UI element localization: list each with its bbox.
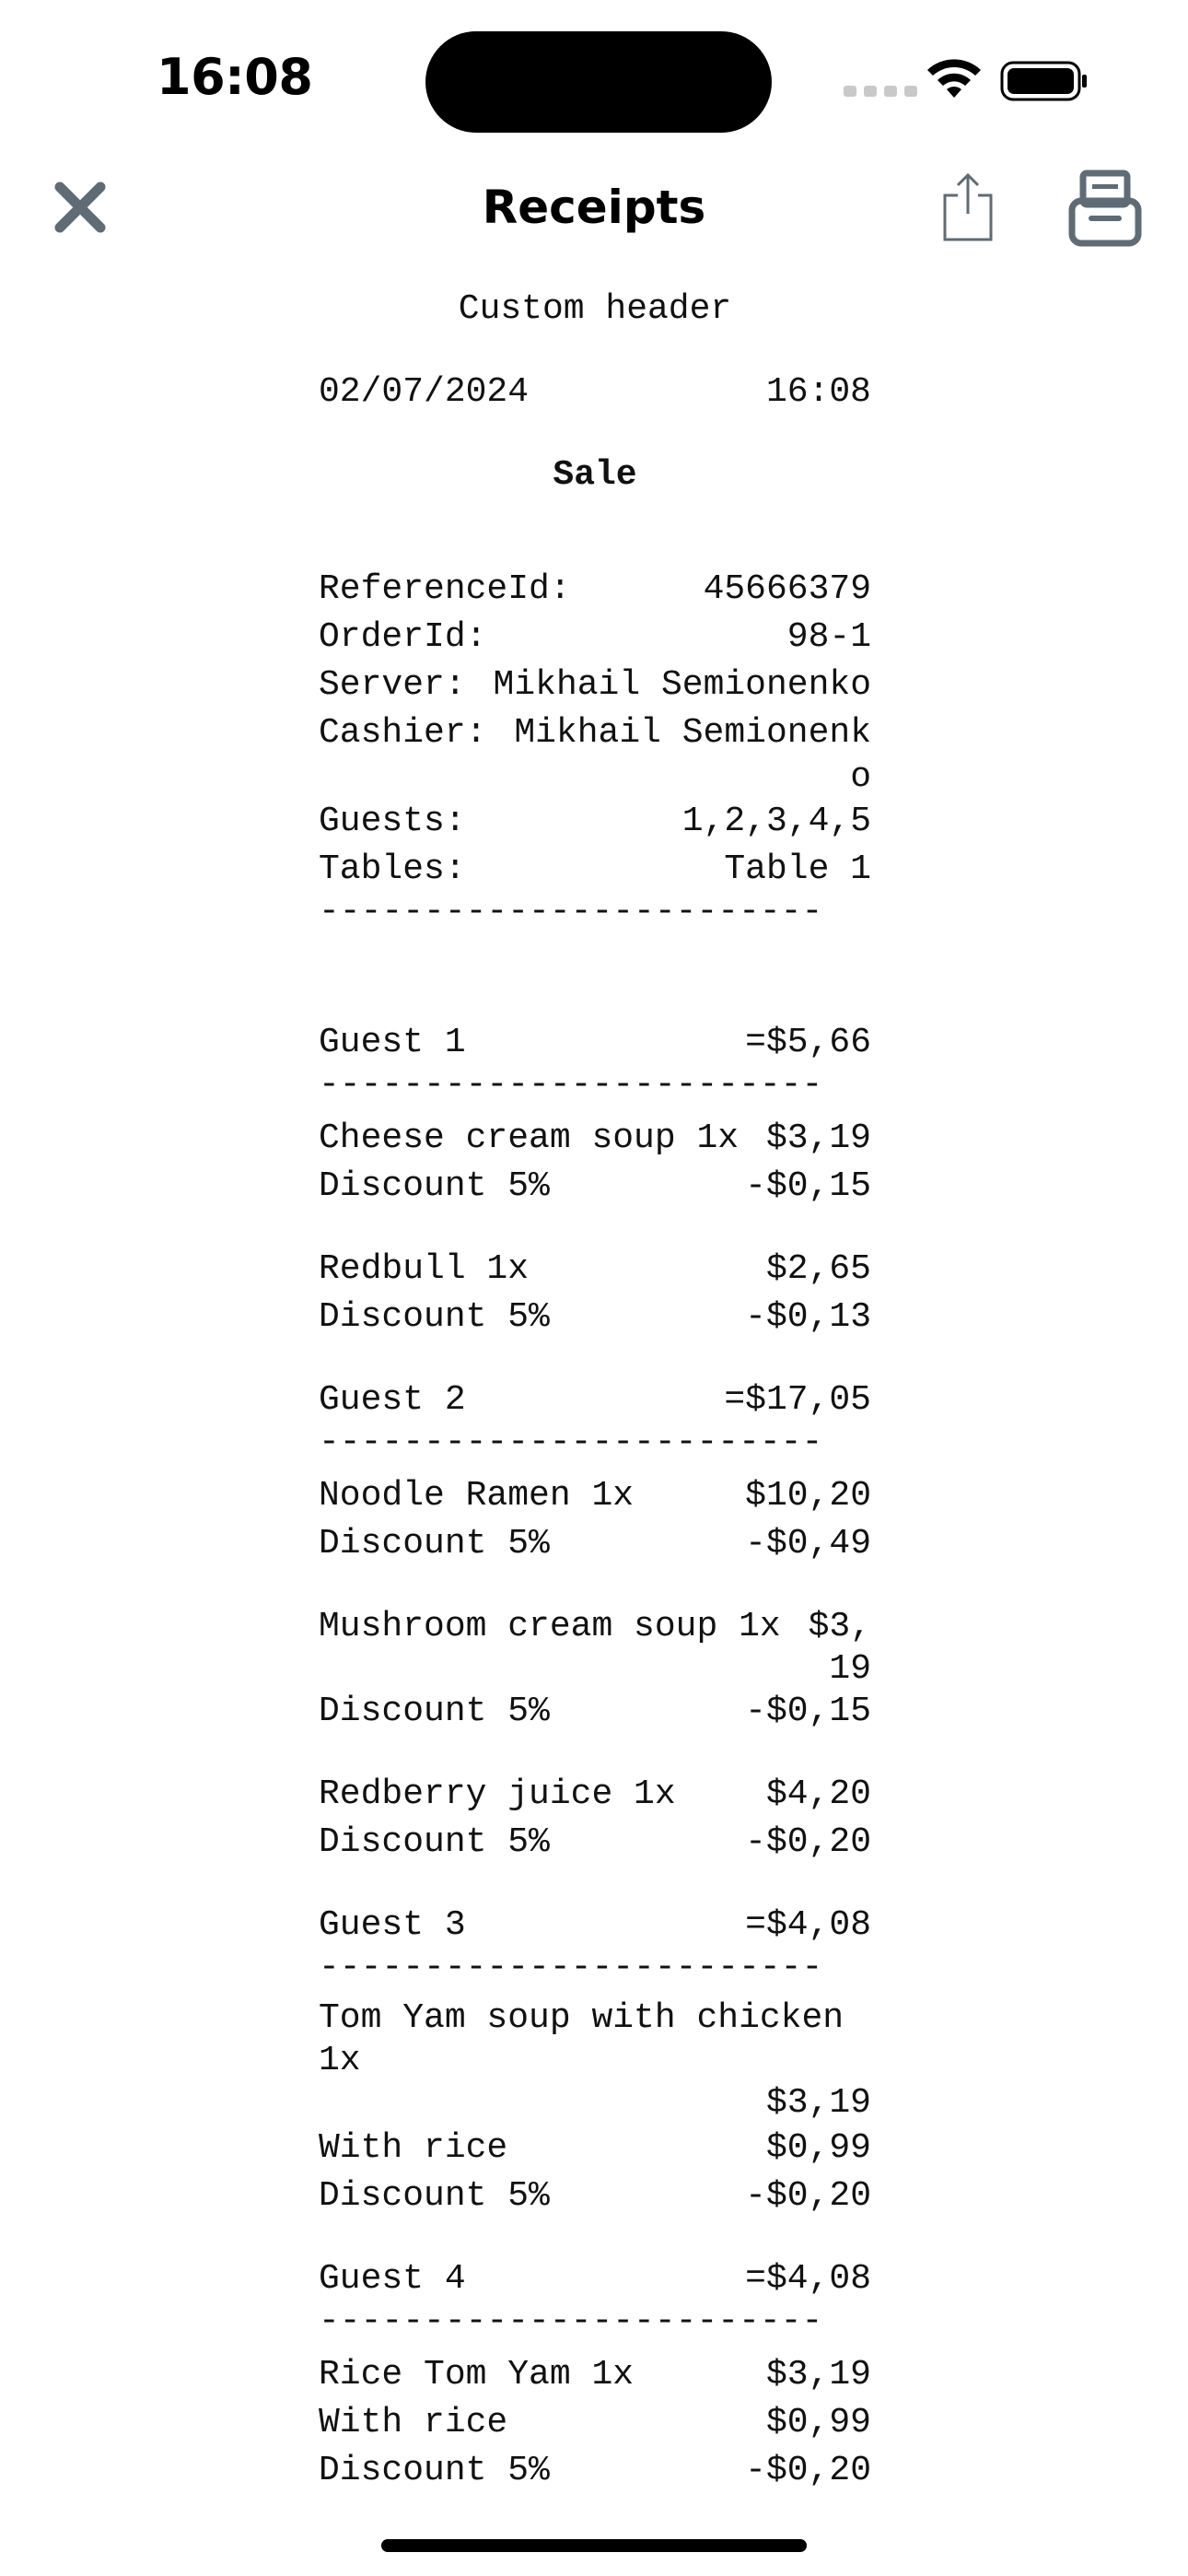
line-item-value: $3,19 <box>765 2083 871 2123</box>
line-item-label: Discount 5% <box>319 1692 550 1731</box>
info-row-tables <box>319 846 871 894</box>
guest-name: Guest 1 <box>319 1023 466 1062</box>
line-item-value-wrap: 19 <box>829 1649 871 1689</box>
battery-icon <box>1000 61 1089 101</box>
info-label: OrderId: <box>319 617 487 657</box>
spacer <box>319 1211 871 1246</box>
separator: ------------------------ <box>319 1424 823 1461</box>
home-indicator <box>381 2539 807 2552</box>
info-label: Tables: <box>319 849 466 889</box>
line-item <box>319 1115 871 1163</box>
line-item <box>319 1603 871 1651</box>
line-item <box>319 1771 871 1819</box>
info-row-order <box>319 614 871 662</box>
info-label: ReferenceId: <box>319 569 571 609</box>
guest-block <box>319 2255 871 2495</box>
status-time: 16:08 <box>157 48 313 106</box>
guest-total: =$5,66 <box>745 1023 871 1062</box>
guest-name: Guest 4 <box>319 2259 466 2299</box>
info-value: 1,2,3,4,5 <box>681 802 871 841</box>
guest-header <box>319 1376 871 1424</box>
info-value: 98-1 <box>786 617 871 657</box>
page-title: Receipts <box>482 181 706 234</box>
dynamic-island <box>425 31 772 133</box>
guest-name: Guest 3 <box>319 1905 466 1945</box>
separator: ------------------------ <box>319 1067 823 1104</box>
discount-row <box>319 2447 871 2495</box>
line-item-value: -$0,20 <box>745 2176 871 2216</box>
guest-header <box>319 1902 871 1950</box>
line-item-value: -$0,20 <box>745 1822 871 1862</box>
share-button[interactable] <box>936 170 1000 243</box>
line-item-value: $4,20 <box>765 1774 871 1814</box>
info-label: Guests: <box>319 802 466 841</box>
info-value: 45666379 <box>703 569 871 609</box>
spacer <box>319 1568 871 1603</box>
info-value: Mikhail Semionenk <box>514 713 871 753</box>
line-item-value: -$0,15 <box>745 1166 871 1206</box>
discount-row <box>319 1163 871 1211</box>
line-item-label: With rice <box>319 2403 508 2442</box>
spacer <box>319 1104 871 1115</box>
info-label: Server: <box>319 665 466 705</box>
line-item <box>319 1246 871 1294</box>
line-item <box>319 2399 871 2447</box>
guest-list <box>319 1019 871 2495</box>
receipt-type: Sale <box>553 455 637 495</box>
guest-block <box>319 1902 871 2220</box>
line-item <box>319 1472 871 1520</box>
info-row-cashier <box>319 709 871 757</box>
receipt <box>319 286 871 2495</box>
receipt-date: 02/07/2024 <box>319 372 530 412</box>
separator: ------------------------ <box>319 1950 823 1986</box>
line-item-label: Discount 5% <box>319 1822 550 1862</box>
line-item-value: -$0,15 <box>745 1692 871 1731</box>
line-item-label: Discount 5% <box>319 2451 550 2490</box>
info-value-wrap: o <box>850 757 871 797</box>
line-item-value: $3,19 <box>765 2355 871 2395</box>
cellular-signal-icon <box>844 86 917 97</box>
line-item-label: Cheese cream soup 1x <box>319 1118 740 1158</box>
discount-row <box>319 1819 871 1867</box>
line-item-value: $0,99 <box>765 2128 871 2168</box>
line-item-value: -$0,13 <box>745 1297 871 1337</box>
discount-row <box>319 1688 871 1736</box>
line-item-label: Discount 5% <box>319 1297 550 1337</box>
line-item-label: Discount 5% <box>319 1166 550 1206</box>
line-item <box>319 2125 871 2172</box>
info-value: Table 1 <box>724 849 871 889</box>
guest-block <box>319 1019 871 1341</box>
line-item-label-wrap: 1x <box>319 2041 361 2080</box>
line-item-label: Noodle Ramen 1x <box>319 1476 635 1516</box>
line-item-label: With rice <box>319 2128 508 2168</box>
info-row-reference <box>319 566 871 614</box>
print-button[interactable] <box>1068 170 1142 247</box>
line-item-value: $10,20 <box>745 1476 871 1516</box>
line-item-value: $2,65 <box>765 1249 871 1289</box>
guest-header <box>319 1019 871 1067</box>
separator: ------------------------ <box>319 2303 823 2340</box>
info-row-guests <box>319 798 871 846</box>
line-item-label: Rice Tom Yam 1x <box>319 2355 635 2395</box>
info-value: Mikhail Semionenko <box>493 665 871 705</box>
line-item-label: Tom Yam soup with chicken <box>319 1998 844 2038</box>
line-item <box>319 2351 871 2399</box>
line-item-value: -$0,20 <box>745 2451 871 2490</box>
discount-row <box>319 1520 871 1568</box>
line-item-label: Redberry juice 1x <box>319 1774 676 1814</box>
printer-icon <box>1072 173 1138 243</box>
info-label: Cashier: <box>319 713 487 753</box>
guest-total: =$4,08 <box>745 2259 871 2299</box>
discount-row <box>319 1294 871 1341</box>
line-item-value: $3, <box>808 1607 871 1646</box>
spacer <box>319 1461 871 1472</box>
line-item-value: -$0,49 <box>745 1524 871 1563</box>
receipt-time: 16:08 <box>765 372 871 412</box>
share-icon <box>945 175 991 240</box>
spacer <box>319 2340 871 2351</box>
guest-header <box>319 2255 871 2303</box>
guest-total: =$4,08 <box>745 1905 871 1945</box>
guest-block <box>319 1376 871 1867</box>
guest-total: =$17,05 <box>724 1380 871 1420</box>
line-item-value: $3,19 <box>765 1118 871 1158</box>
receipt-header: Custom header <box>458 289 732 329</box>
discount-row <box>319 2172 871 2220</box>
line-item-value: $0,99 <box>765 2403 871 2442</box>
info-row-server <box>319 662 871 709</box>
separator: ------------------------ <box>319 894 823 931</box>
line-item-label: Mushroom cream soup 1x <box>319 1607 781 1646</box>
line-item-label: Discount 5% <box>319 1524 550 1563</box>
line-item-label: Redbull 1x <box>319 1249 530 1289</box>
receipt-datetime <box>319 369 871 416</box>
guest-name: Guest 2 <box>319 1380 466 1420</box>
line-item-label: Discount 5% <box>319 2176 550 2216</box>
spacer <box>319 1736 871 1771</box>
wifi-icon <box>925 57 984 101</box>
spacer <box>319 1986 871 1997</box>
